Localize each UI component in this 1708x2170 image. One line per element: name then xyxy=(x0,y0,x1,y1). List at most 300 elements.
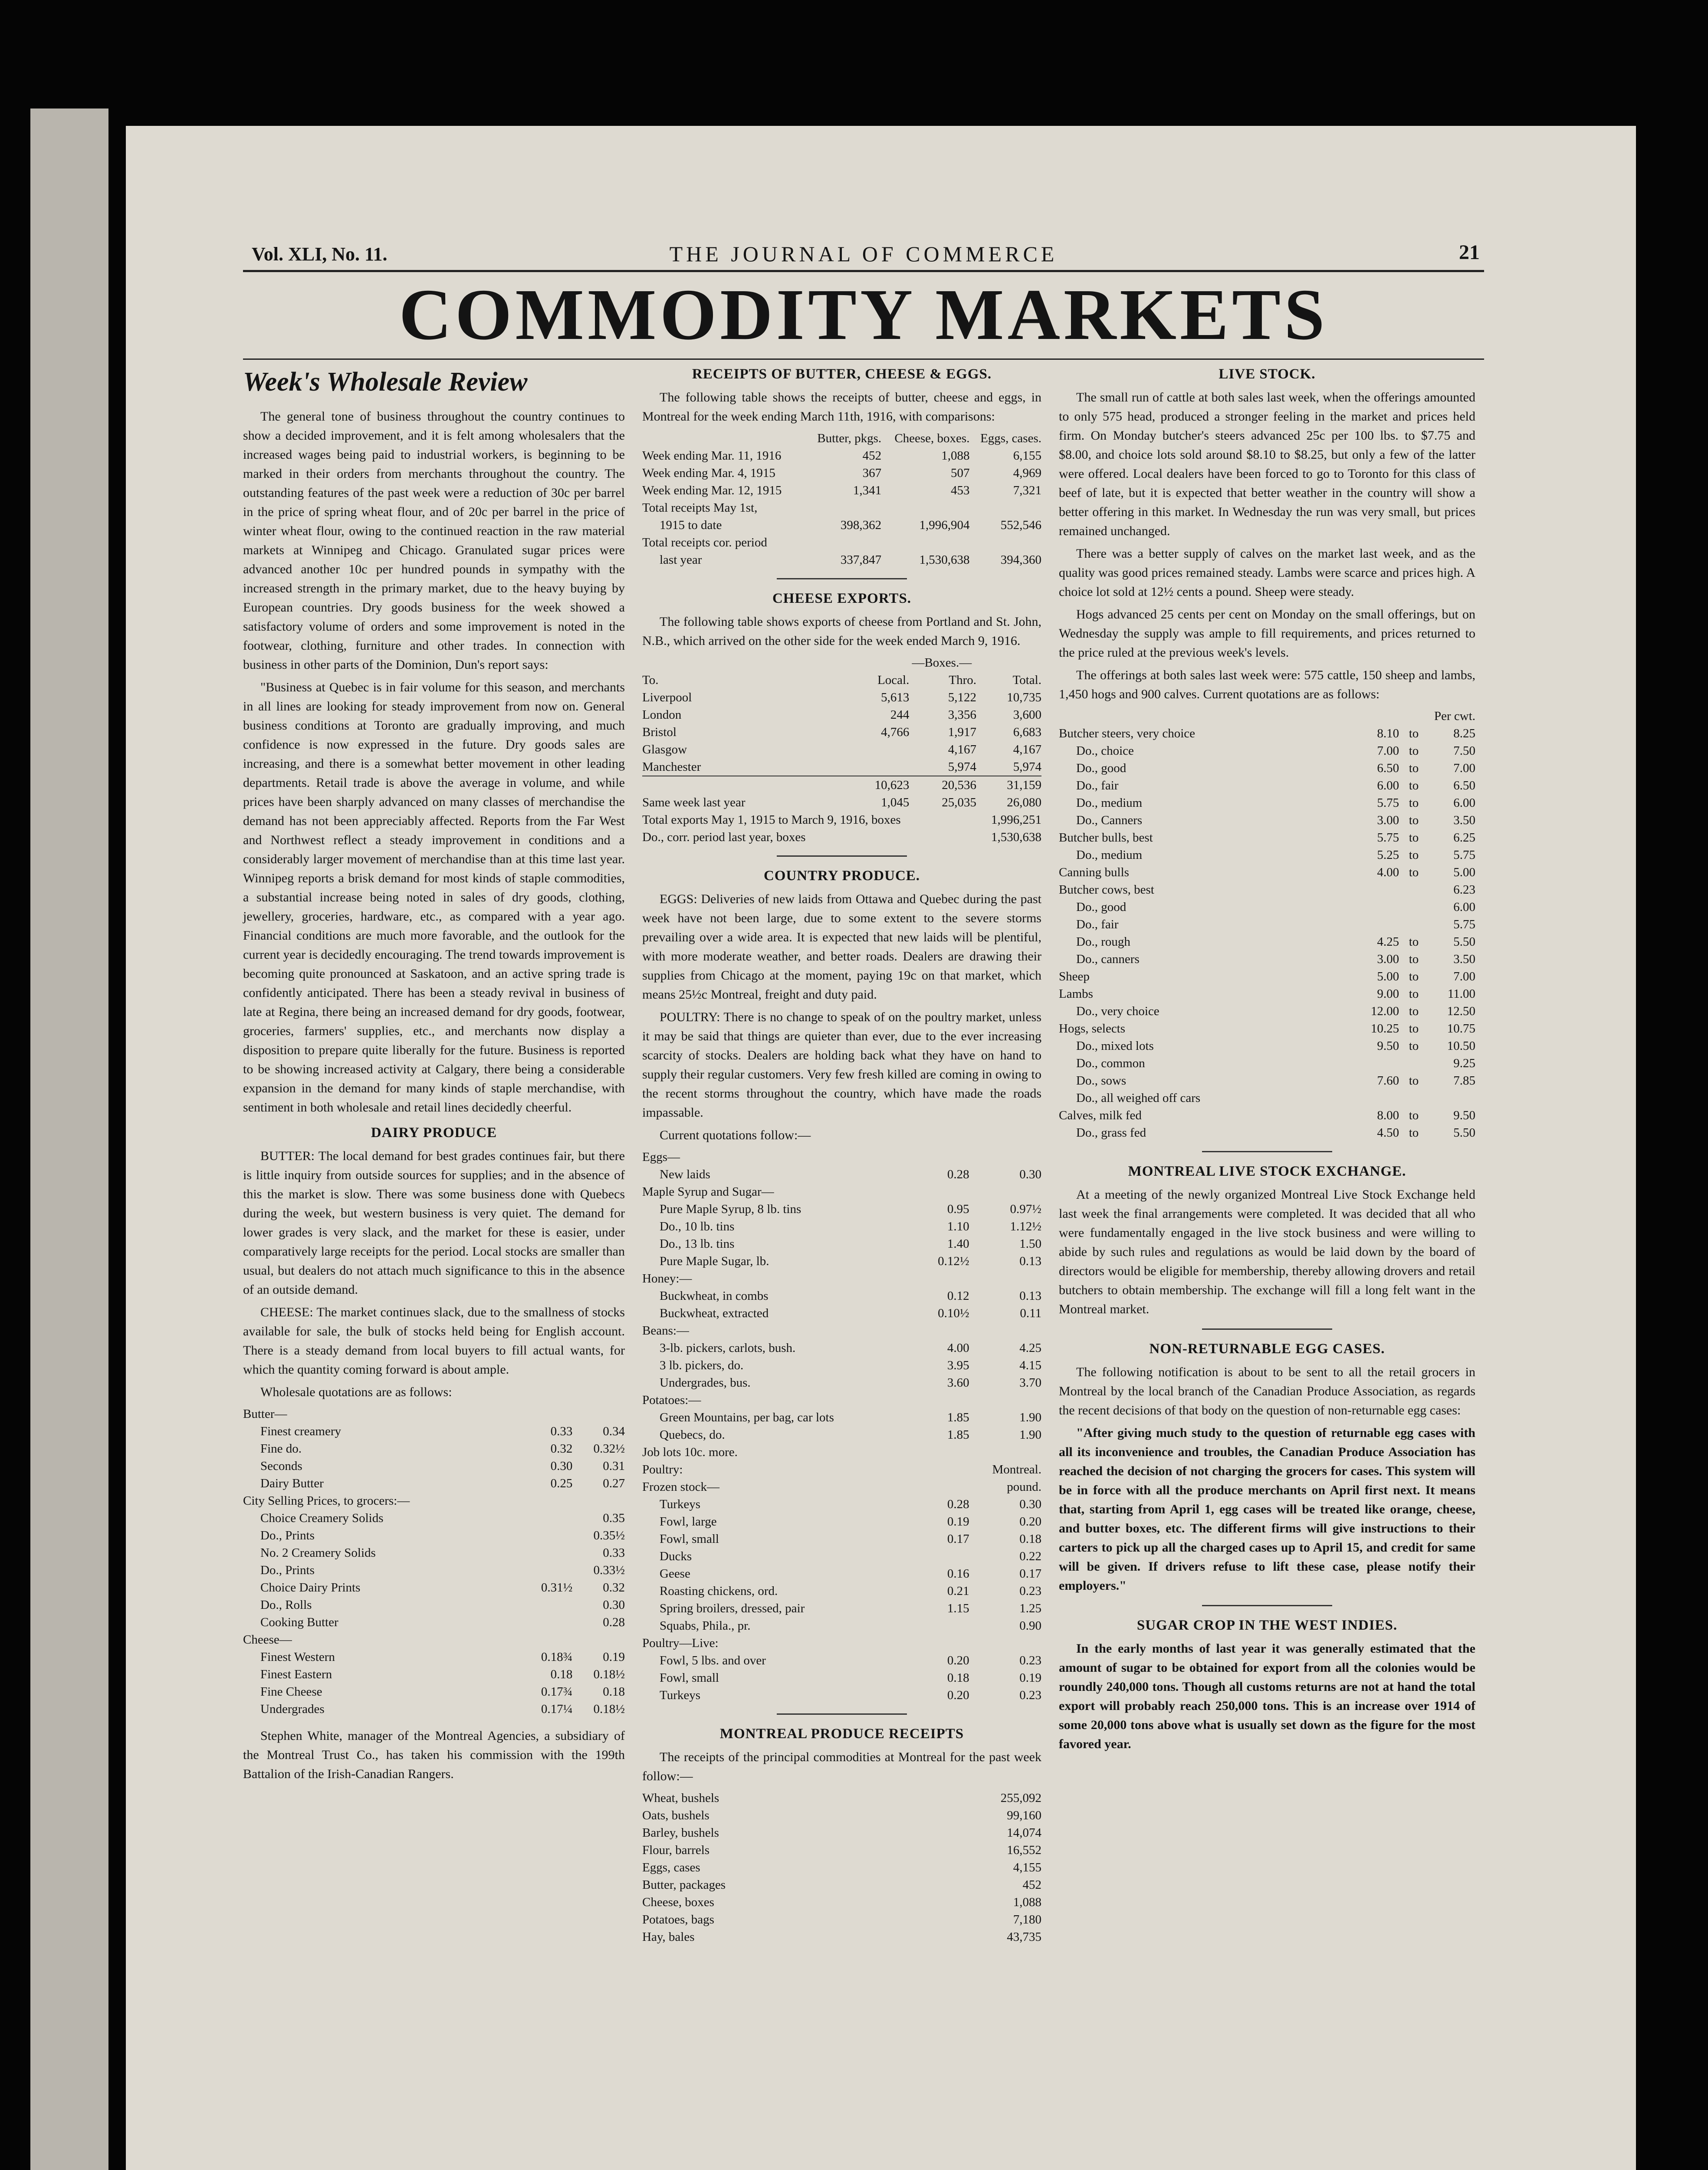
cell xyxy=(923,1391,969,1409)
cell xyxy=(881,499,969,516)
table-row xyxy=(243,1544,625,1562)
cell: 4,167 xyxy=(948,743,977,756)
cell: 7.00 xyxy=(1453,761,1475,775)
cell: 0.95 xyxy=(947,1202,969,1216)
row-label: No. 2 Creamery Solids xyxy=(260,1546,376,1560)
cell: 0.23 xyxy=(1019,1688,1041,1702)
table-row xyxy=(642,1496,1041,1513)
table-row xyxy=(642,534,1041,551)
section-divider xyxy=(777,1713,907,1715)
cell xyxy=(969,1322,1041,1339)
cell xyxy=(572,1405,625,1423)
cell: 3.00 xyxy=(1377,952,1399,966)
cell: to xyxy=(1409,761,1419,775)
cell: 0.33½ xyxy=(593,1563,625,1577)
cell xyxy=(923,1148,969,1166)
cell: 1,088 xyxy=(941,449,970,463)
cell: 6.50 xyxy=(1377,761,1399,775)
table-row xyxy=(642,1322,1041,1339)
livestock-paragraph: The offerings at both sales last week were: 575 cattle, 150 sheep and lambs, 1,450 hogs and 900 calves. Current quotations are as follows: xyxy=(1059,668,1475,701)
poultry-paragraph: POULTRY: There is no change to speak of on the poultry market, unless it may be said that things are quieter than ever, due to the ever increasing scarcity of stocks. Dealers are holding back what they have on hand to supply their regular customers. Very few fresh killed are coming in owing to the recent storms throughout the country, which have made the roads impassable. xyxy=(642,1010,1041,1120)
row-label: Do., Rolls xyxy=(260,1598,312,1612)
row-label: Total receipts May 1st, xyxy=(642,501,758,515)
egg-cases-quote: "After giving much study to the question of returnable egg cases with all its inconvenience and troubles, the Canadian Produce Association has reached the decision of not charging the grocers for cases. This system will be in force with all the produce merchants on April first next. It means that, starting from April 1, egg cases will be treated like orange, cheese, and butter boxes, etc. The different firms will give instructions to their carters to pick up all the charged cases up to April 15, and credit for same will be given. If drivers refuse to lift these case, please notify their employers." xyxy=(1059,1426,1475,1593)
cell: 453 xyxy=(950,483,970,497)
column-middle xyxy=(642,365,1041,1946)
cell: 0.19 xyxy=(947,1515,969,1529)
volume-number: Vol. XLI, No. 11. xyxy=(252,243,388,265)
table-row xyxy=(243,1475,625,1492)
col-header: Local. xyxy=(877,673,910,687)
dairy-quotes-intro: Wholesale quotations are as follows: xyxy=(260,1385,452,1399)
cell: 0.30 xyxy=(550,1459,573,1473)
cell xyxy=(1342,881,1399,898)
section-divider xyxy=(777,855,907,857)
row-label: Do., all weighed off cars xyxy=(1076,1091,1201,1105)
row-label: Potatoes, bags xyxy=(642,1913,714,1927)
cell: 0.30 xyxy=(603,1598,625,1612)
table-row xyxy=(642,516,1041,534)
page-title: COMMODITY MARKETS xyxy=(399,274,1328,355)
table-row xyxy=(642,1513,1041,1530)
table-row xyxy=(1059,898,1475,916)
cell: 25,035 xyxy=(942,796,977,809)
table-row xyxy=(243,1509,625,1527)
livestock-paragraph: Hogs advanced 25 cents per cent on Monday on the small offerings, but on Wednesday the supply was ample to fill requirements, and prices returned to the price ruled at the previous week's levels. xyxy=(1059,607,1475,660)
col-header: Total. xyxy=(1012,673,1041,687)
cell: 0.32 xyxy=(603,1581,625,1595)
cell: 5.00 xyxy=(1453,865,1475,879)
cell: 0.28 xyxy=(947,1167,969,1181)
cell xyxy=(1342,916,1399,933)
column-left xyxy=(243,365,625,1787)
cell: 4,969 xyxy=(1013,466,1041,480)
cell xyxy=(1399,1055,1419,1072)
cell: 10.75 xyxy=(1447,1022,1475,1036)
row-label: Squabs, Phila., pr. xyxy=(660,1619,751,1633)
table-row xyxy=(642,1218,1041,1235)
table-row xyxy=(642,1148,1041,1166)
cell xyxy=(572,1492,625,1509)
table-row xyxy=(243,1666,625,1683)
cell: to xyxy=(1409,831,1419,845)
table-row xyxy=(1059,1020,1475,1037)
table-row xyxy=(642,1339,1041,1357)
cell: 11.00 xyxy=(1447,987,1475,1001)
row-label: Do., canners xyxy=(1076,952,1140,966)
row-label: Fowl, small xyxy=(660,1532,719,1546)
cell: 0.18¾ xyxy=(541,1650,573,1664)
journal-name: THE JOURNAL OF COMMERCE xyxy=(669,242,1058,266)
cell: 0.34 xyxy=(603,1424,625,1438)
cell: to xyxy=(1409,1108,1419,1122)
cell: 0.13 xyxy=(1019,1254,1041,1268)
cell: 0.19 xyxy=(603,1650,625,1664)
cell: 1,917 xyxy=(948,725,977,739)
row-label: Do., corr. period last year, boxes xyxy=(642,830,806,844)
row-label: Bristol xyxy=(642,725,677,739)
cell xyxy=(1399,881,1419,898)
row-label: Do., choice xyxy=(1076,744,1134,758)
cell: 9.25 xyxy=(1453,1056,1475,1070)
cell: 337,847 xyxy=(840,553,882,567)
table-row xyxy=(243,1579,625,1596)
row-label: Maple Syrup and Sugar— xyxy=(642,1185,774,1199)
table-row xyxy=(642,464,1041,482)
row-label: Do., fair xyxy=(1076,779,1119,792)
table-row xyxy=(642,1253,1041,1270)
receipts-heading: RECEIPTS OF BUTTER, CHEESE & EGGS. xyxy=(692,366,992,382)
livestock-heading: LIVE STOCK. xyxy=(1219,366,1316,382)
table-row xyxy=(642,447,1041,464)
row-label: Week ending Mar. 11, 1916 xyxy=(642,449,782,463)
table-row xyxy=(642,1859,1041,1876)
row-label: Hay, bales xyxy=(642,1930,695,1944)
row-label: Fowl, large xyxy=(660,1515,717,1529)
row-label: Honey:— xyxy=(642,1272,692,1286)
table-row xyxy=(1059,760,1475,777)
cell: 8.00 xyxy=(1377,1108,1399,1122)
cell: 1,530,638 xyxy=(919,553,970,567)
row-label: Same week last year xyxy=(642,796,746,809)
row-label: Do., 13 lb. tins xyxy=(660,1237,735,1251)
cell: 7,180 xyxy=(1013,1913,1041,1927)
cell: 12.50 xyxy=(1447,1004,1475,1018)
table-row xyxy=(642,1374,1041,1391)
table-row xyxy=(1059,985,1475,1003)
row-label: Cheese, boxes xyxy=(642,1895,714,1909)
cell: 0.19 xyxy=(1019,1671,1041,1685)
cell: 0.35½ xyxy=(593,1529,625,1542)
cell: 0.13 xyxy=(1019,1289,1041,1303)
row-label: Butter— xyxy=(243,1407,287,1421)
cell: to xyxy=(1409,813,1419,827)
row-label: Potatoes:— xyxy=(642,1393,701,1407)
table-row xyxy=(1059,812,1475,829)
produce-receipts-table xyxy=(642,1789,1041,1946)
cell xyxy=(1342,898,1399,916)
cell: 10.25 xyxy=(1370,1022,1399,1036)
table-row xyxy=(642,1530,1041,1548)
cell: 0.22 xyxy=(1019,1549,1041,1563)
dairy-heading: DAIRY PRODUCE xyxy=(371,1125,497,1141)
cell xyxy=(520,1596,573,1614)
row-label: Butter, packages xyxy=(642,1878,726,1892)
cell: 3.50 xyxy=(1453,813,1475,827)
cell: 6.00 xyxy=(1453,900,1475,914)
cell: 0.31 xyxy=(603,1459,625,1473)
cell: 4.00 xyxy=(1377,865,1399,879)
cell: 10.50 xyxy=(1447,1039,1475,1053)
cell: 1.85 xyxy=(947,1410,969,1424)
row-label: Buckwheat, in combs xyxy=(660,1289,769,1303)
table-row xyxy=(642,1894,1041,1911)
section-divider xyxy=(1202,1328,1332,1330)
cell: 3.50 xyxy=(1453,952,1475,966)
cheese-exports-table xyxy=(642,654,1041,846)
cell: 0.23 xyxy=(1019,1654,1041,1667)
table-row xyxy=(642,1687,1041,1704)
table-row xyxy=(642,1478,1041,1496)
table-row xyxy=(642,1270,1041,1287)
row-label: Finest Eastern xyxy=(260,1667,332,1681)
cell xyxy=(969,1391,1041,1409)
cell: to xyxy=(1409,1022,1419,1036)
cell: 394,360 xyxy=(1000,553,1041,567)
table-row xyxy=(1059,846,1475,864)
cell: 0.30 xyxy=(1019,1167,1041,1181)
table-row xyxy=(243,1423,625,1440)
row-label: Barley, bushels xyxy=(642,1826,719,1840)
cell: 452 xyxy=(862,449,882,463)
cell: 1.90 xyxy=(1019,1428,1041,1442)
cell: 0.20 xyxy=(947,1654,969,1667)
cell xyxy=(881,534,969,551)
cell xyxy=(806,499,881,516)
cell: 0.18 xyxy=(1019,1532,1041,1546)
table-row xyxy=(642,1305,1041,1322)
cell: 3.60 xyxy=(947,1376,969,1390)
produce-receipts-heading: MONTREAL PRODUCE RECEIPTS xyxy=(719,1726,964,1742)
row-label: Manchester xyxy=(642,760,701,774)
cell: 5.75 xyxy=(1453,848,1475,862)
row-label: Turkeys xyxy=(660,1497,701,1511)
row-label: Job lots 10c. more. xyxy=(642,1445,738,1459)
row-label: Poultry—Live: xyxy=(642,1636,719,1650)
cell: 0.27 xyxy=(603,1476,625,1490)
cell: to xyxy=(1409,1074,1419,1088)
table-row xyxy=(243,1457,625,1475)
cell: 5,974 xyxy=(948,760,977,774)
table-row xyxy=(642,689,1041,706)
cell: 0.33 xyxy=(603,1546,625,1560)
cell: 0.90 xyxy=(1019,1619,1041,1633)
row-label: Do., very choice xyxy=(1076,1004,1159,1018)
cell: Montreal. xyxy=(992,1463,1041,1476)
cell: 0.30 xyxy=(1019,1497,1041,1511)
country-quotes-intro: Current quotations follow:— xyxy=(660,1128,811,1142)
cell: 0.32½ xyxy=(593,1442,625,1456)
row-label: Ducks xyxy=(660,1549,692,1563)
cell: to xyxy=(1409,970,1419,983)
page-edge-shadow xyxy=(30,108,108,2170)
table-row xyxy=(1059,1089,1475,1107)
cell: 5.75 xyxy=(1453,917,1475,931)
livestock-paragraph: The small run of cattle at both sales last week, when the offerings amounted to only 575 head, produced a stronger feeling in the market and prices held firm. On Monday butcher's steers advanced 25c per 100 lbs. to $7.75 and $8.00, and choice lots sold around $8.10 to $8.25, but only a few of the latter were offered. Local dealers have been forced to go to Toronto for this class of beef of late, but it is expected that better weather in the country will show a better offering in this market. In Wednesday the run was very small, but prices remained unchanged. xyxy=(1059,390,1475,538)
cell xyxy=(1419,1089,1475,1107)
produce-receipts-intro: The receipts of the principal commodities at Montreal for the past week follow:— xyxy=(642,1750,1041,1783)
table-row xyxy=(642,1600,1041,1617)
mlse-paragraph: At a meeting of the newly organized Montreal Live Stock Exchange held last week the final arrangements were completed. It was decided that all who were fundamentally engaged in the live stock business and were willing to abide by such rules and regulations as would be laid down by the board of directors would be eligible for membership, thereby allowing drovers and retail butchers to obtain membership. The exchange will fill a long felt want in the Montreal market. xyxy=(1059,1187,1475,1316)
table-row xyxy=(642,794,1041,811)
cell: to xyxy=(1409,1126,1419,1140)
row-label: New laids xyxy=(660,1167,710,1181)
cell: 398,362 xyxy=(840,518,882,532)
cell: 4,155 xyxy=(1013,1861,1041,1874)
cell: 43,735 xyxy=(1007,1930,1041,1944)
row-label: Roasting chickens, ord. xyxy=(660,1584,778,1598)
cell: 0.32 xyxy=(550,1442,573,1456)
cell: 244 xyxy=(890,708,910,722)
butter-paragraph: BUTTER: The local demand for best grades continues fair, but there is little inquiry from outside sources for supplies; and in the absence of this the market is slow. There was some business done with Quebecs during the week, but western business is very quiet. The demand for lower grades is very slack, and the market for these is easier, under comparatively large receipts for the period. Local stocks are smaller than usual, but dealers do not attach much significance to this in the absence of an outside demand. xyxy=(243,1149,625,1297)
cell: to xyxy=(1409,952,1419,966)
table-row xyxy=(642,1443,1041,1461)
table-row xyxy=(642,1807,1041,1824)
cell xyxy=(520,1544,573,1562)
cell: 8.25 xyxy=(1453,727,1475,740)
cell: 0.20 xyxy=(1019,1515,1041,1529)
col-header: To. xyxy=(642,673,659,687)
row-label: Spring broilers, dressed, pair xyxy=(660,1601,805,1615)
cell xyxy=(969,1634,1041,1652)
cell xyxy=(923,1548,969,1565)
cell: 3.00 xyxy=(1377,813,1399,827)
row-label: Cheese— xyxy=(243,1633,292,1647)
row-label: Fowl, 5 lbs. and over xyxy=(660,1654,766,1667)
table-row xyxy=(1059,1037,1475,1055)
page-content xyxy=(243,234,1484,2101)
table-row xyxy=(642,1652,1041,1669)
per-cwt-label: Per cwt. xyxy=(1434,709,1475,723)
cell: 6,683 xyxy=(1013,725,1041,739)
row-label: Do., Canners xyxy=(1076,813,1143,827)
page-number: 21 xyxy=(1459,241,1480,264)
eggs-paragraph: EGGS: Deliveries of new laids from Ottawa and Quebec during the past week have not been large, due to some extent to the severe storms prevailing over a wide area. It is expected that new laids will be plentiful, with more moderate weather, and better roads. Dealers are drawing their supplies from Chicago at the moment, paying 19c on that market, which means 25½c Montreal, freight and duty paid. xyxy=(642,892,1041,1002)
cell: 0.25 xyxy=(550,1476,573,1490)
cell xyxy=(923,1270,969,1287)
cell: 0.28 xyxy=(603,1615,625,1629)
cell: to xyxy=(1409,744,1419,758)
row-label: 3-lb. pickers, carlots, bush. xyxy=(660,1341,796,1355)
table-row xyxy=(642,723,1041,741)
cell: 16,552 xyxy=(1007,1843,1041,1857)
table-row xyxy=(243,1648,625,1666)
row-label: Choice Creamery Solids xyxy=(260,1511,384,1525)
receipts-table xyxy=(642,430,1041,569)
table-row xyxy=(1059,1072,1475,1089)
row-label: Fine do. xyxy=(260,1442,302,1456)
cell: 3.70 xyxy=(1019,1376,1041,1390)
cell xyxy=(923,1322,969,1339)
row-label: Seconds xyxy=(260,1459,302,1473)
stephen-white-note: Stephen White, manager of the Montreal Agencies, a subsidiary of the Montreal Trust Co., has taken his commission with the 199th Battalion of the Irish-Canadian Rangers. xyxy=(243,1729,625,1781)
mlse-heading: MONTREAL LIVE STOCK EXCHANGE. xyxy=(1128,1164,1406,1179)
col-header: Cheese, boxes. xyxy=(894,431,970,445)
section-divider xyxy=(1202,1151,1332,1152)
table-row xyxy=(642,1669,1041,1687)
table-row xyxy=(243,1527,625,1544)
cell: 0.16 xyxy=(947,1567,969,1581)
table-row xyxy=(642,1911,1041,1928)
cell xyxy=(520,1509,573,1527)
cell: 4,766 xyxy=(881,725,910,739)
cell: 1,341 xyxy=(853,483,882,497)
cell: 4,167 xyxy=(1013,743,1041,756)
table-row xyxy=(1059,829,1475,846)
row-label: Do., Prints xyxy=(260,1563,315,1577)
livestock-paragraph: There was a better supply of calves on the market last week, and as the quality was good prices remained steady. Lambs were scarce and prices high. A choice lot sold at 12½ cents a pound. Sheep were steady. xyxy=(1059,546,1475,599)
cell: 1.25 xyxy=(1019,1601,1041,1615)
row-label: City Selling Prices, to grocers:— xyxy=(243,1494,410,1508)
row-label: Do., fair xyxy=(1076,917,1119,931)
cell: 3,600 xyxy=(1013,708,1041,722)
cell xyxy=(1342,1055,1399,1072)
table-row xyxy=(642,1183,1041,1200)
cell: to xyxy=(1409,796,1419,810)
col-header: Butter, pkgs. xyxy=(817,431,882,445)
row-label: Dairy Butter xyxy=(260,1476,324,1490)
cell: 1.15 xyxy=(947,1601,969,1615)
cell: 10,623 xyxy=(874,778,910,792)
cell: 0.21 xyxy=(947,1584,969,1598)
masthead-rule xyxy=(243,270,1484,272)
table-row xyxy=(1059,1055,1475,1072)
table-row xyxy=(1059,1107,1475,1124)
cell xyxy=(1399,898,1419,916)
sugar-paragraph: In the early months of last year it was generally estimated that the amount of sugar to be obtained for export from all the colonies would be roundly 240,000 tons. Though all customs returns are not at hand the total export will probably reach 250,000 tons. This is an increase over 1914 of some 20,000 tons above what is usually set down as the figure for the most favored year. xyxy=(1059,1641,1475,1751)
cell xyxy=(520,1405,573,1423)
table-row xyxy=(642,1582,1041,1600)
cell: 0.31½ xyxy=(541,1581,573,1595)
cell: 7.85 xyxy=(1453,1074,1475,1088)
livestock-quotes-table xyxy=(1059,707,1475,1141)
cell: 6.00 xyxy=(1453,796,1475,810)
table-row xyxy=(642,499,1041,516)
cell: 4.50 xyxy=(1377,1126,1399,1140)
row-label: Buckwheat, extracted xyxy=(660,1306,769,1320)
cell xyxy=(923,1443,969,1461)
cell xyxy=(520,1614,573,1631)
cell xyxy=(1399,916,1419,933)
cell: 1.10 xyxy=(947,1220,969,1233)
cell: 0.18½ xyxy=(593,1702,625,1716)
cell xyxy=(923,1461,969,1478)
row-label: Fowl, small xyxy=(660,1671,719,1685)
table-row xyxy=(642,1166,1041,1183)
sugar-heading: SUGAR CROP IN THE WEST INDIES. xyxy=(1136,1618,1398,1633)
row-label: Do., rough xyxy=(1076,935,1130,949)
table-row xyxy=(243,1405,625,1423)
row-label: Total exports May 1, 1915 to March 9, 1916, boxes xyxy=(642,813,901,827)
table-row xyxy=(1059,916,1475,933)
cell: 3,356 xyxy=(948,708,977,722)
row-label: Sheep xyxy=(1059,970,1090,983)
cheese-exports-intro: The following table shows exports of cheese from Portland and St. John, N.B., which arrived on the other side for the week ended March 9, 1916. xyxy=(642,615,1041,648)
cell xyxy=(1399,1089,1419,1107)
cell: 12.00 xyxy=(1370,1004,1399,1018)
cell: 0.11 xyxy=(1020,1306,1041,1320)
table-row xyxy=(642,1287,1041,1305)
cell: 7,321 xyxy=(1013,483,1041,497)
table-row xyxy=(1059,933,1475,950)
row-label: Do., sows xyxy=(1076,1074,1127,1088)
row-label: Do., good xyxy=(1076,900,1127,914)
cell: 0.17¼ xyxy=(541,1702,573,1716)
table-row xyxy=(1059,725,1475,742)
cell xyxy=(923,1478,969,1496)
cell: 5,122 xyxy=(948,690,977,704)
table-row xyxy=(1059,864,1475,881)
cell: 5,974 xyxy=(1013,760,1041,774)
cell: 10,735 xyxy=(1007,690,1041,704)
table-row xyxy=(642,811,1041,829)
section-divider xyxy=(1202,1605,1332,1606)
cell: 6.25 xyxy=(1453,831,1475,845)
cell: 0.97½ xyxy=(1010,1202,1041,1216)
table-row xyxy=(642,1824,1041,1841)
cell: 6,155 xyxy=(1013,449,1041,463)
cell xyxy=(520,1527,573,1544)
